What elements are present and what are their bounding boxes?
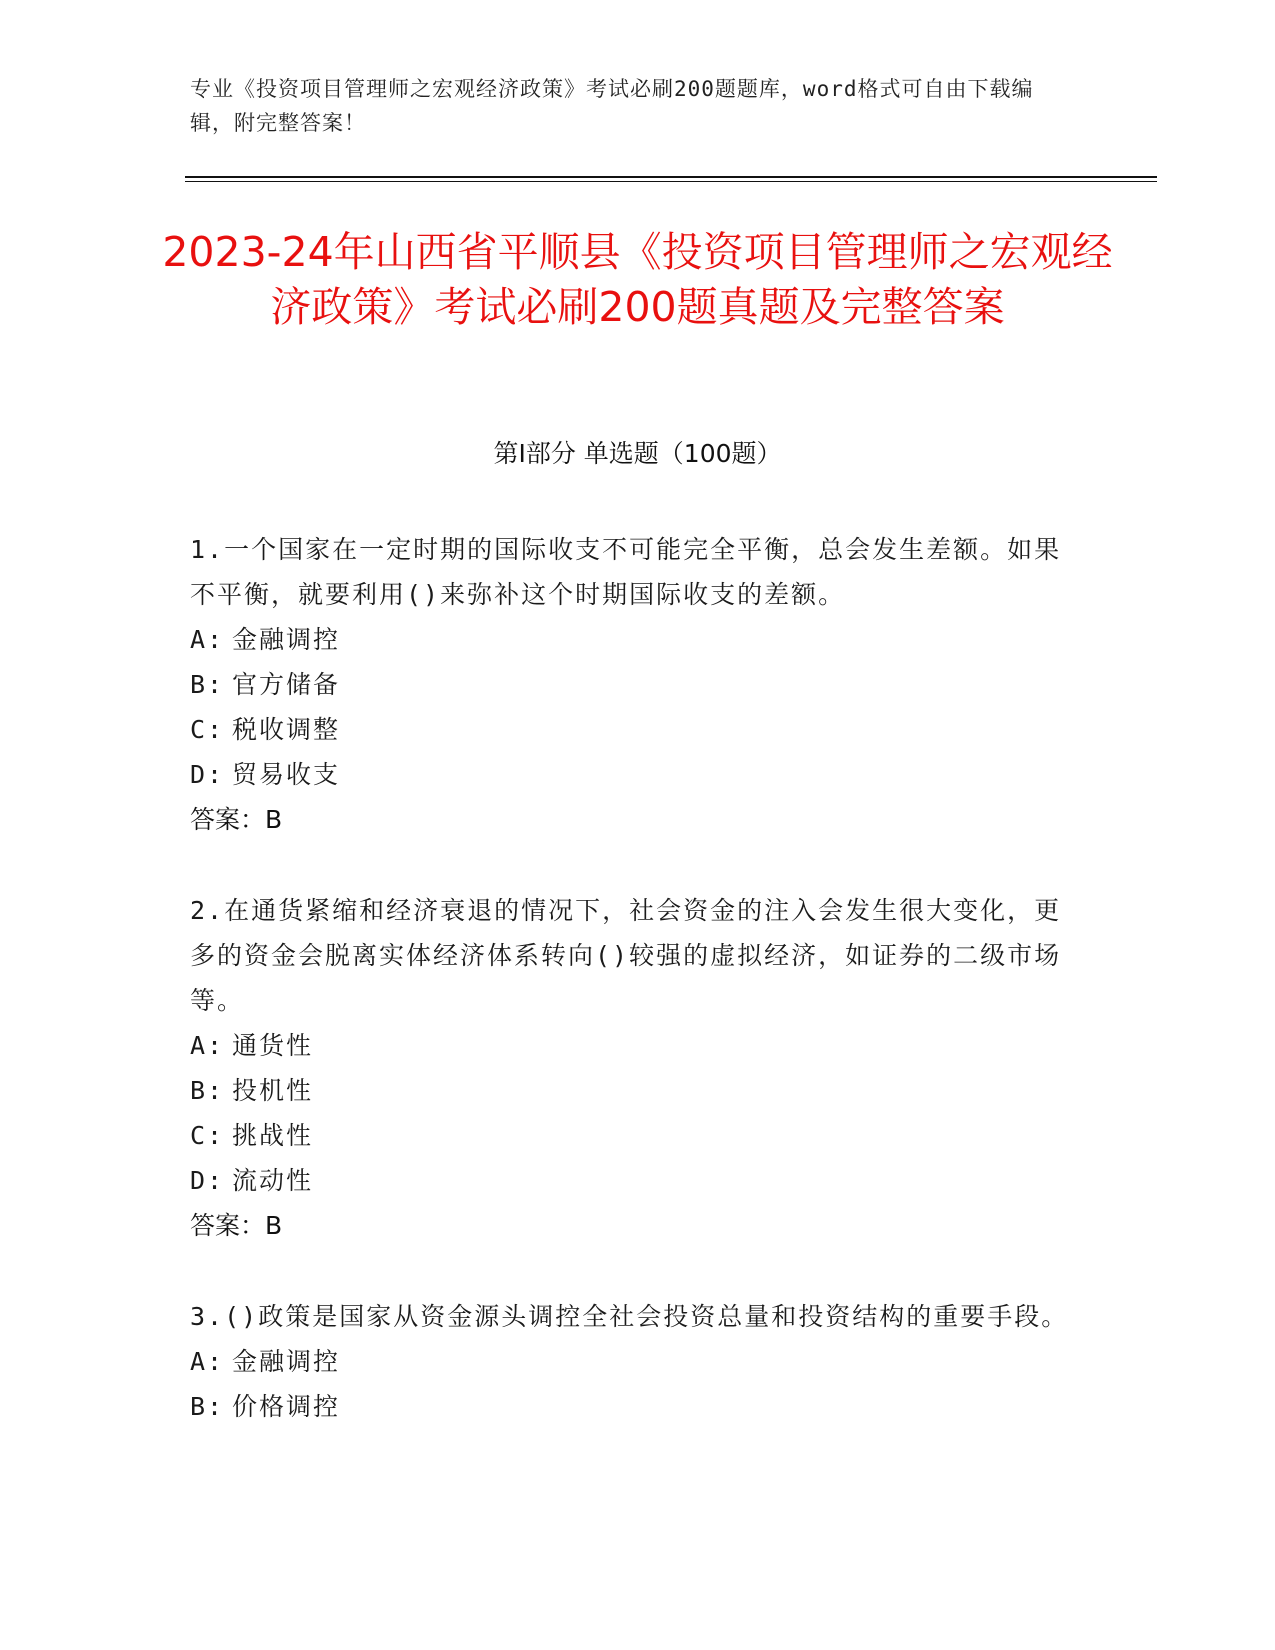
option-a bbox=[190, 1339, 1070, 1384]
option-b bbox=[190, 662, 1070, 707]
document-title: 2023-24年山西省平顺县《投资项目管理师之宏观经济政策》考试必刷200题真题及完整答案 bbox=[162, 228, 1113, 331]
question-1 bbox=[190, 527, 1070, 842]
option-text: 通货性 bbox=[232, 1031, 314, 1060]
header-note: 专业《投资项目管理师之宏观经济政策》考试必刷200题题库，word格式可自由下载编辑，附完整答案！ bbox=[190, 77, 1034, 135]
option-text: 税收调整 bbox=[232, 715, 341, 744]
option-text: 贸易收支 bbox=[232, 760, 341, 789]
option-letter: D: bbox=[190, 760, 225, 789]
header-rule-thin bbox=[185, 181, 1157, 182]
option-b bbox=[190, 1384, 1070, 1429]
section-title: 第I部分 单选题（100题） bbox=[493, 439, 782, 468]
header-rule-thick bbox=[185, 176, 1157, 178]
option-letter: C: bbox=[190, 715, 225, 744]
answer-line: 答案：B bbox=[190, 1211, 283, 1240]
answer-line: 答案：B bbox=[190, 805, 283, 834]
option-text: 金融调控 bbox=[232, 1347, 341, 1376]
option-text: 流动性 bbox=[232, 1166, 314, 1195]
option-text: 官方储备 bbox=[232, 670, 341, 699]
option-letter: D: bbox=[190, 1166, 225, 1195]
option-d bbox=[190, 752, 1070, 797]
option-letter: B: bbox=[190, 1076, 225, 1105]
option-c bbox=[190, 707, 1070, 752]
option-b bbox=[190, 1068, 1070, 1113]
question-2 bbox=[190, 888, 1070, 1248]
option-a bbox=[190, 1023, 1070, 1068]
option-text: 价格调控 bbox=[232, 1392, 341, 1421]
option-a bbox=[190, 617, 1070, 662]
question-3 bbox=[190, 1294, 1070, 1429]
option-letter: A: bbox=[190, 1347, 225, 1376]
option-d bbox=[190, 1158, 1070, 1203]
question-stem: 2.在通货紧缩和经济衰退的情况下，社会资金的注入会发生很大变化，更多的资金会脱离实体经济体系转向()较强的虚拟经济，如证券的二级市场等。 bbox=[190, 896, 1062, 1015]
option-text: 挑战性 bbox=[232, 1121, 314, 1150]
option-c bbox=[190, 1113, 1070, 1158]
option-text: 投机性 bbox=[232, 1076, 314, 1105]
question-list bbox=[190, 527, 1070, 1475]
option-text: 金融调控 bbox=[232, 625, 341, 654]
question-stem: 1.一个国家在一定时期的国际收支不可能完全平衡，总会发生差额。如果不平衡，就要利用()来弥补这个时期国际收支的差额。 bbox=[190, 535, 1062, 609]
option-letter: A: bbox=[190, 625, 225, 654]
option-letter: B: bbox=[190, 1392, 225, 1421]
option-letter: A: bbox=[190, 1031, 225, 1060]
option-letter: B: bbox=[190, 670, 225, 699]
option-letter: C: bbox=[190, 1121, 225, 1150]
question-stem: 3.()政策是国家从资金源头调控全社会投资总量和投资结构的重要手段。 bbox=[190, 1302, 1069, 1331]
